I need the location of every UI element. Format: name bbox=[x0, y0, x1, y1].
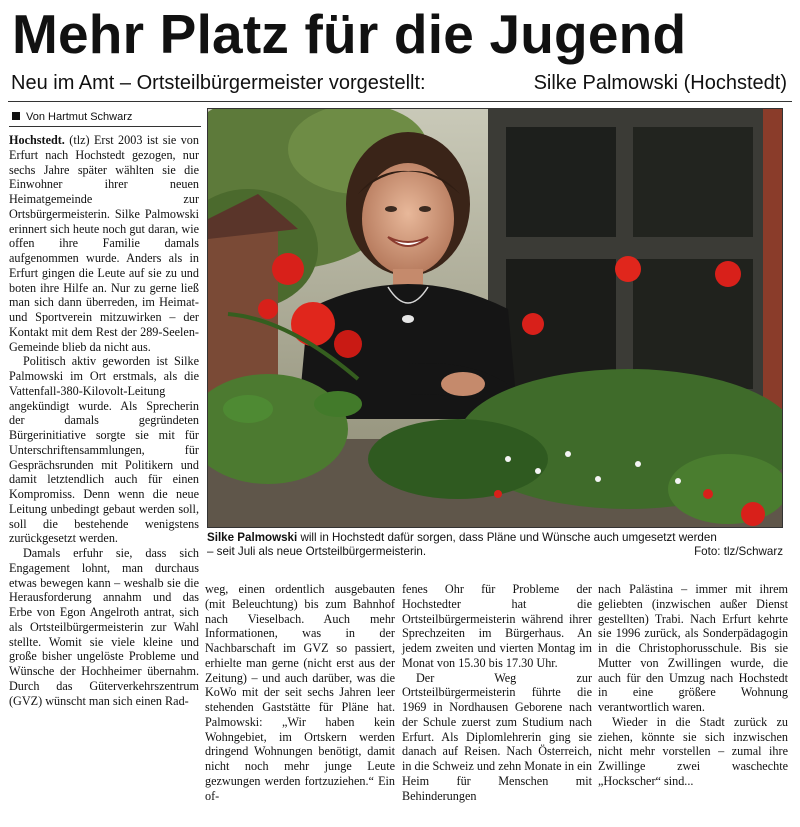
byline bbox=[12, 110, 202, 124]
byline-rule bbox=[9, 126, 201, 127]
byline-author: Von Hartmut Schwarz bbox=[26, 111, 133, 123]
paragraph bbox=[9, 133, 199, 354]
paragraph: Der Weg zur Ortsteilbürgermeisterin führte die 1969 in Nordhausen Geborene nach der Schule zuerst zum Studium nach Erfurt. Als Diplomlehrerin ging sie danach auf Reisen. Nach Österreich, in die Schweiz und zehn Monate in ein Heim für Menschen mit Behinderungen bbox=[402, 670, 592, 803]
photo-credit: Foto: tlz/Schwarz bbox=[694, 545, 783, 558]
paragraph: Wieder in die Stadt zurück zu ziehen, könnte sie sich inzwischen nicht mehr vorstellen – zumal ihre Zwillinge zwei waschechte „Hockscher“ sind... bbox=[598, 714, 788, 788]
article-column-1 bbox=[9, 133, 199, 708]
paragraph: nach Palästina – immer mit ihrem geliebten (inzwischen außer Dienst gestellten) Trabi. Nach Erfurt kehrte sie 1996 zurück, als Sonderpädagogin in die Christophorusschule. Bis sie Mutter von Zwillingen wurde, die auch für den Umzug nach Hochstedt in eine größere Wohnung verantwortlich waren. bbox=[598, 582, 788, 714]
byline-square-icon bbox=[12, 112, 20, 120]
paragraph: fenes Ohr für Probleme der Hochstedter hat die Ortsteilbürgermeisterin während ihrer Sprechzeiten im Bürgerhaus. An jedem zweiten und vierten Montag im Monat von 15.30 bis 17.30 Uhr. bbox=[402, 582, 592, 670]
article-column-4 bbox=[598, 582, 788, 789]
caption-text-line-1: will in Hochstedt dafür sorgen, dass Pläne und Wünsche auch umgesetzt werden bbox=[297, 531, 717, 544]
caption-name: Silke Palmowski bbox=[207, 531, 298, 544]
dateline: Hochstedt. bbox=[9, 133, 65, 147]
paragraph: Politisch aktiv geworden ist Silke Palmowski im Ort erstmals, als die Vattenfall-380-Kilovolt-Leitung angekündigt wurde. Als Sprecherin der damals gegründeten Bürgerinitiative sorgte sie mit für Unterschriftensammlungen, für Gesprächsrunden mit Politikern und damit letztendlich auch für einen Kompromiss. Denn wenn die neue Leitung unbedingt gebaut werden soll, soll die bestehende wenigstens zurückgesetzt werden. bbox=[9, 354, 199, 546]
paragraph-text: (tlz) Erst 2003 ist sie von Erfurt nach Hochstedt gezogen, nur sechs Jahre später wählten sie die Einwohner ihrer neuen Heimatgemeinde zur Ortsbürgermeisterin. Silke Palmowski erinnert sich heute noch gut daran, wie offen ihre Familie damals aufgenommen wurde. Anders als in Erfurt gingen die Leute auf sie zu und boten ihre Hilfe an. Nur zu gerne ließ man sich dann überreden, im Heimat- und Sportverein mitzuwirken – der Kontakt mit dem Rest der 289-Seelen-Gemeinde blieb da nicht aus. bbox=[9, 133, 199, 354]
subheadline-left: Neu im Amt – Ortsteilbürgermeister vorgestellt: bbox=[11, 72, 426, 94]
paragraph: weg, einen ordentlich ausgebauten (mit Beleuchtung) bis zum Bahnhof nach Vieselbach. Auch mehr Informationen, was in der Nachbarschaft im GVZ so passiert, erhielte man gerne (nicht erst aus der Zeitung) – und auch darüber, was die KoWo mit der seit sechs Jahren leer stehenden Gaststätte für Pläne hat. Palmowski: „Wir haben kein Wohngebiet, im Ortskern werden dringend Wohnungen benötigt, damit nicht noch mehr junge Leute gezwungen werden fortzuziehen.“ Ein of- bbox=[205, 582, 395, 803]
paragraph: Damals erfuhr sie, dass sich Engagement lohnt, man durchaus etwas bewegen kann – weshalb sie die Herausforderung annahm und das Erbe von Egon Angelroth antrat, sich als Ortsteilbürgermeisterin zur Wahl stellte. Womit sie viele kleine und große bisher ungelöste Probleme und Wünsche der Hochheimer übernahm. Durch das Güterverkehrszentrum (GVZ) wünscht man sich einen Rad- bbox=[9, 546, 199, 708]
headline: Mehr Platz für die Jugend bbox=[12, 3, 687, 65]
caption-text-line-2: – seit Juli als neue Ortsteilbürgermeisterin. bbox=[207, 545, 427, 558]
subheadline-right: Silke Palmowski (Hochstedt) bbox=[533, 72, 787, 94]
header-rule bbox=[8, 101, 792, 102]
subheadline bbox=[11, 70, 791, 96]
photo-caption bbox=[207, 531, 783, 559]
article-column-2 bbox=[205, 582, 395, 803]
article-column-3 bbox=[402, 582, 592, 803]
portrait-photo bbox=[207, 108, 783, 528]
photo-illustration bbox=[208, 109, 782, 527]
